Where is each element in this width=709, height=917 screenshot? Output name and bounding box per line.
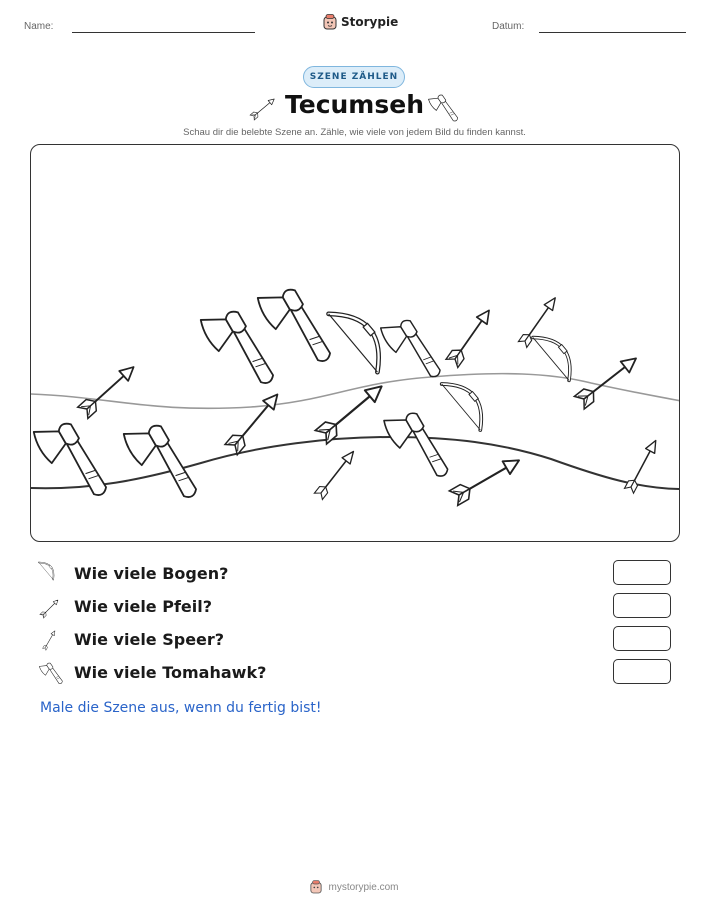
question-text: Wie viele Pfeil? — [74, 597, 213, 616]
answer-box-speer[interactable] — [613, 626, 671, 651]
brand-logo — [323, 14, 398, 30]
question-text: Wie viele Tomahawk? — [74, 663, 267, 682]
scene-illustration — [31, 145, 680, 542]
footer — [0, 880, 709, 894]
scene-tomahawk — [121, 416, 199, 512]
date-label: Datum: — [492, 21, 525, 32]
scene-bow — [442, 372, 495, 430]
bow-icon — [38, 560, 64, 586]
scene-frame — [30, 144, 680, 542]
scene-arrow — [449, 453, 523, 505]
question-row-speer — [38, 626, 678, 654]
scene-spear — [314, 448, 357, 499]
name-input-line[interactable] — [72, 32, 255, 33]
footer-url[interactable]: mystorypie.com — [328, 881, 399, 893]
scene-tomahawk — [255, 280, 333, 376]
date-input-line[interactable] — [539, 32, 686, 33]
title-tomahawk-icon — [428, 90, 460, 124]
brand-name: Storypie — [341, 15, 399, 29]
instructions: Schau dir die belebte Szene an. Zähle, wie viele von jedem Bild du finden kannst. — [183, 127, 526, 138]
arrow-icon — [38, 593, 64, 619]
answer-box-pfeil[interactable] — [613, 593, 671, 618]
scene-tomahawk — [31, 414, 109, 510]
question-text: Wie viele Bogen? — [74, 564, 229, 583]
activity-badge: SZENE ZÄHLEN — [303, 66, 405, 88]
scene-arrow — [78, 361, 139, 418]
question-row-bogen — [38, 560, 678, 588]
answer-box-tomahawk[interactable] — [613, 659, 671, 684]
scene-arrow — [446, 306, 495, 367]
storypie-mascot-icon — [323, 14, 337, 30]
coloring-note: Male die Szene aus, wenn du fertig bist! — [40, 700, 322, 716]
spear-icon — [38, 626, 64, 652]
question-row-tomahawk — [38, 659, 678, 687]
question-row-pfeil — [38, 593, 678, 621]
scene-bow — [533, 326, 582, 380]
scene-arrow — [574, 352, 641, 409]
page-title: Tecumseh — [285, 90, 424, 119]
tomahawk-icon — [38, 659, 64, 685]
answer-box-bogen[interactable] — [613, 560, 671, 585]
scene-tomahawk — [382, 405, 450, 489]
storypie-mascot-icon — [310, 880, 322, 894]
name-label: Name: — [24, 21, 54, 32]
question-text: Wie viele Speer? — [74, 630, 225, 649]
scene-arrow — [225, 389, 284, 454]
